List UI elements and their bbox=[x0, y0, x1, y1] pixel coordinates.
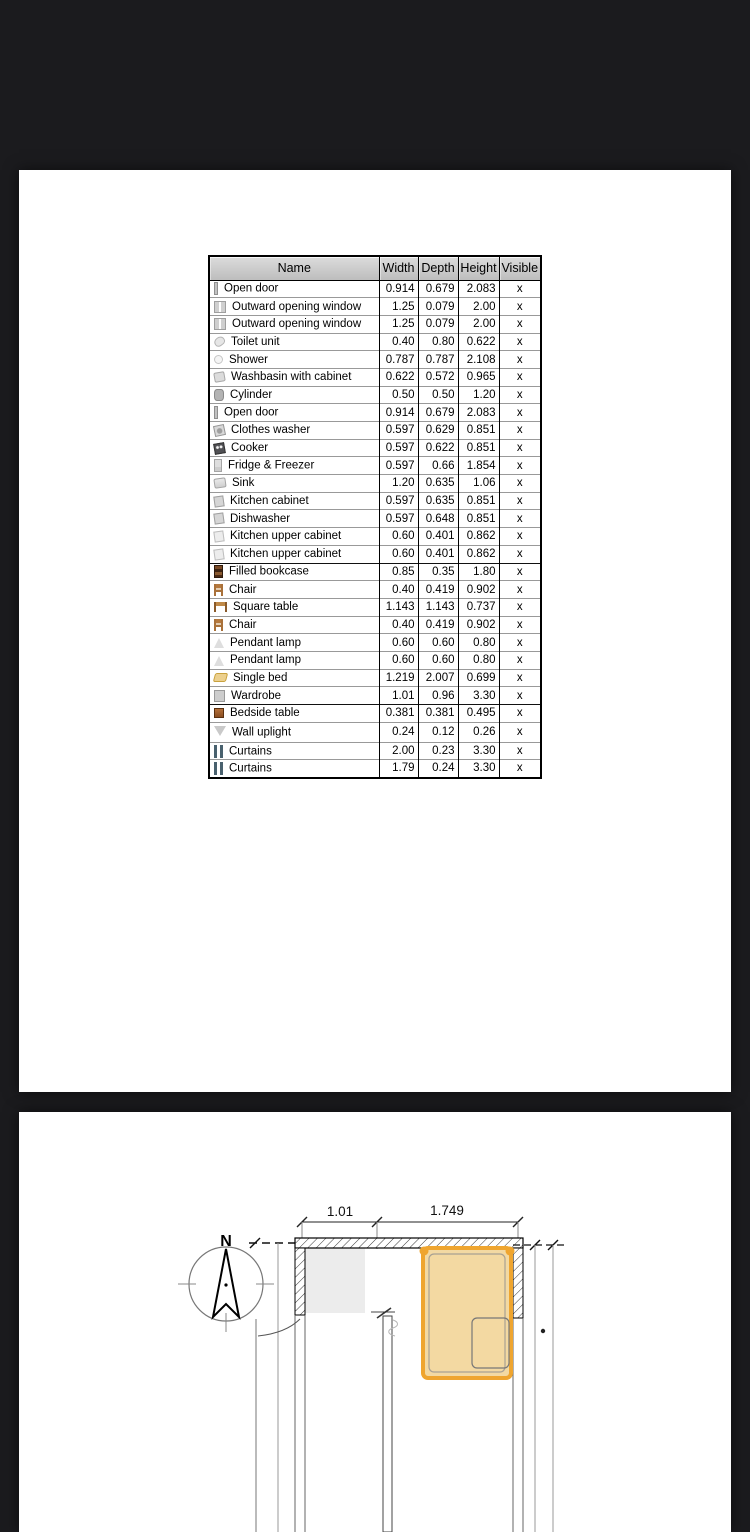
table-row bbox=[209, 351, 541, 369]
item-depth: 0.50 bbox=[418, 386, 458, 404]
table-row bbox=[209, 298, 541, 316]
item-name: Kitchen upper cabinet bbox=[230, 530, 342, 543]
item-name: Kitchen upper cabinet bbox=[230, 548, 342, 561]
item-depth: 0.419 bbox=[418, 581, 458, 599]
north-arrow bbox=[213, 1249, 239, 1317]
item-height: 1.80 bbox=[458, 563, 499, 581]
item-visible: x bbox=[499, 563, 541, 581]
item-name: Fridge & Freezer bbox=[228, 459, 315, 472]
furniture-table-body bbox=[209, 280, 541, 778]
table-row bbox=[209, 687, 541, 705]
table-row bbox=[209, 368, 541, 386]
item-name: Wall uplight bbox=[232, 726, 292, 739]
item-depth: 0.12 bbox=[418, 722, 458, 742]
item-visible: x bbox=[499, 634, 541, 652]
item-height: 0.902 bbox=[458, 581, 499, 599]
table-row bbox=[209, 616, 541, 634]
column-header-height: Height bbox=[458, 256, 499, 280]
sink-icon bbox=[213, 478, 226, 490]
item-depth: 1.143 bbox=[418, 598, 458, 616]
item-height: 2.00 bbox=[458, 298, 499, 316]
item-height: 0.26 bbox=[458, 722, 499, 742]
item-visible: x bbox=[499, 545, 541, 563]
item-depth: 0.572 bbox=[418, 368, 458, 386]
item-height: 0.622 bbox=[458, 333, 499, 351]
item-name-cell bbox=[209, 298, 379, 316]
item-visible: x bbox=[499, 492, 541, 510]
item-visible: x bbox=[499, 528, 541, 546]
table-row bbox=[209, 598, 541, 616]
item-width: 0.60 bbox=[379, 528, 418, 546]
item-name-cell bbox=[209, 563, 379, 581]
item-height: 0.965 bbox=[458, 368, 499, 386]
furniture-table bbox=[208, 255, 542, 779]
item-width: 0.24 bbox=[379, 722, 418, 742]
chair-icon bbox=[214, 584, 223, 596]
cylinder-icon bbox=[214, 389, 224, 401]
item-visible: x bbox=[499, 368, 541, 386]
item-depth: 0.401 bbox=[418, 528, 458, 546]
curtains-icon bbox=[214, 762, 223, 775]
item-visible: x bbox=[499, 651, 541, 669]
table-row bbox=[209, 386, 541, 404]
item-width: 0.60 bbox=[379, 545, 418, 563]
item-visible: x bbox=[499, 742, 541, 760]
table-row bbox=[209, 563, 541, 581]
toilet-icon bbox=[212, 335, 226, 349]
item-name-cell bbox=[209, 351, 379, 369]
fridge-icon bbox=[214, 459, 222, 472]
item-width: 0.597 bbox=[379, 510, 418, 528]
column-header-visible: Visible bbox=[499, 256, 541, 280]
item-height: 0.699 bbox=[458, 669, 499, 687]
item-name: Chair bbox=[229, 583, 257, 596]
table-row bbox=[209, 581, 541, 599]
single-bed-selected bbox=[420, 1247, 515, 1379]
item-name-cell bbox=[209, 280, 379, 298]
table-row bbox=[209, 492, 541, 510]
item-name: Cylinder bbox=[230, 388, 273, 401]
window-icon bbox=[214, 301, 226, 313]
item-depth: 0.23 bbox=[418, 742, 458, 760]
chair-icon bbox=[214, 619, 223, 631]
washbasin-icon bbox=[213, 371, 226, 383]
item-width: 0.40 bbox=[379, 581, 418, 599]
table-row bbox=[209, 528, 541, 546]
item-width: 0.60 bbox=[379, 634, 418, 652]
floor-plan bbox=[19, 1112, 731, 1532]
item-depth: 0.679 bbox=[418, 280, 458, 298]
item-height: 2.00 bbox=[458, 315, 499, 333]
item-name-cell bbox=[209, 510, 379, 528]
item-width: 1.143 bbox=[379, 598, 418, 616]
table-row bbox=[209, 722, 541, 742]
item-width: 1.25 bbox=[379, 298, 418, 316]
item-depth: 0.35 bbox=[418, 563, 458, 581]
table-icon bbox=[214, 602, 227, 612]
door-icon bbox=[214, 282, 218, 295]
table-row bbox=[209, 705, 541, 723]
item-height: 0.851 bbox=[458, 492, 499, 510]
table-row bbox=[209, 651, 541, 669]
item-depth: 0.66 bbox=[418, 457, 458, 475]
item-visible: x bbox=[499, 457, 541, 475]
wardrobe-icon bbox=[214, 690, 225, 702]
selection-handle[interactable] bbox=[420, 1247, 429, 1256]
item-width: 0.597 bbox=[379, 492, 418, 510]
item-width: 0.622 bbox=[379, 368, 418, 386]
item-name: Outward opening window bbox=[232, 300, 362, 313]
item-height: 3.30 bbox=[458, 742, 499, 760]
table-row bbox=[209, 404, 541, 422]
item-height: 0.862 bbox=[458, 545, 499, 563]
bed-icon bbox=[213, 673, 228, 682]
item-depth: 0.419 bbox=[418, 616, 458, 634]
selection-handle[interactable] bbox=[506, 1247, 515, 1256]
item-name: Outward opening window bbox=[232, 318, 362, 331]
item-width: 0.914 bbox=[379, 280, 418, 298]
item-width: 0.60 bbox=[379, 651, 418, 669]
item-width: 0.40 bbox=[379, 616, 418, 634]
item-name-cell bbox=[209, 368, 379, 386]
item-height: 0.80 bbox=[458, 651, 499, 669]
item-name-cell bbox=[209, 404, 379, 422]
item-depth: 0.60 bbox=[418, 634, 458, 652]
item-visible: x bbox=[499, 616, 541, 634]
interior-door bbox=[371, 1308, 398, 1532]
item-depth: 0.80 bbox=[418, 333, 458, 351]
item-height: 1.854 bbox=[458, 457, 499, 475]
item-width: 0.85 bbox=[379, 563, 418, 581]
item-visible: x bbox=[499, 705, 541, 723]
item-depth: 0.679 bbox=[418, 404, 458, 422]
item-name-cell bbox=[209, 581, 379, 599]
item-width: 2.00 bbox=[379, 742, 418, 760]
item-depth: 2.007 bbox=[418, 669, 458, 687]
item-visible: x bbox=[499, 598, 541, 616]
item-name: Shower bbox=[229, 353, 268, 366]
compass-north-label: N bbox=[220, 1233, 232, 1250]
item-width: 1.219 bbox=[379, 669, 418, 687]
dimension-label-right: 1.749 bbox=[430, 1203, 464, 1218]
item-width: 0.381 bbox=[379, 705, 418, 723]
item-name: Chair bbox=[229, 618, 257, 631]
item-visible: x bbox=[499, 581, 541, 599]
item-visible: x bbox=[499, 333, 541, 351]
item-name: Wardrobe bbox=[231, 689, 282, 702]
item-name-cell bbox=[209, 492, 379, 510]
curtains-icon bbox=[214, 745, 223, 758]
item-name-cell bbox=[209, 616, 379, 634]
item-height: 0.851 bbox=[458, 422, 499, 440]
table-row bbox=[209, 510, 541, 528]
table-row bbox=[209, 760, 541, 778]
item-height: 0.80 bbox=[458, 634, 499, 652]
door-icon bbox=[214, 406, 218, 419]
item-height: 1.06 bbox=[458, 475, 499, 493]
item-name: Dishwasher bbox=[230, 512, 291, 525]
item-name-cell bbox=[209, 439, 379, 457]
item-depth: 0.60 bbox=[418, 651, 458, 669]
item-name-cell bbox=[209, 422, 379, 440]
table-row bbox=[209, 742, 541, 760]
column-header-name: Name bbox=[209, 256, 379, 280]
item-name-cell bbox=[209, 457, 379, 475]
item-name: Single bed bbox=[233, 671, 288, 684]
compass bbox=[178, 1233, 274, 1332]
item-depth: 0.96 bbox=[418, 687, 458, 705]
item-depth: 0.635 bbox=[418, 492, 458, 510]
uplight-icon bbox=[214, 726, 226, 742]
item-height: 1.20 bbox=[458, 386, 499, 404]
item-name: Sink bbox=[232, 477, 255, 490]
item-width: 0.597 bbox=[379, 422, 418, 440]
item-name: Kitchen cabinet bbox=[230, 495, 309, 508]
item-visible: x bbox=[499, 351, 541, 369]
item-name-cell bbox=[209, 545, 379, 563]
dimension-label-left: 1.01 bbox=[326, 1204, 354, 1219]
item-height: 0.862 bbox=[458, 528, 499, 546]
item-depth: 0.381 bbox=[418, 705, 458, 723]
window-icon bbox=[214, 318, 226, 330]
item-name-cell bbox=[209, 333, 379, 351]
item-visible: x bbox=[499, 298, 541, 316]
item-name-cell bbox=[209, 386, 379, 404]
item-name: Open door bbox=[224, 406, 279, 419]
pdf-page-1[interactable] bbox=[19, 170, 731, 1092]
table-row bbox=[209, 634, 541, 652]
room-area bbox=[305, 1248, 365, 1313]
table-header-row bbox=[209, 256, 541, 280]
item-name: Curtains bbox=[229, 762, 272, 775]
item-depth: 0.24 bbox=[418, 760, 458, 778]
item-name: Open door bbox=[224, 282, 279, 295]
table-row bbox=[209, 669, 541, 687]
item-depth: 0.401 bbox=[418, 545, 458, 563]
item-width: 0.787 bbox=[379, 351, 418, 369]
item-width: 1.20 bbox=[379, 475, 418, 493]
upper-cabinet-icon bbox=[213, 530, 224, 542]
washer-icon bbox=[213, 424, 226, 437]
item-visible: x bbox=[499, 510, 541, 528]
item-visible: x bbox=[499, 687, 541, 705]
item-visible: x bbox=[499, 386, 541, 404]
item-name-cell bbox=[209, 651, 379, 669]
column-header-width: Width bbox=[379, 256, 418, 280]
item-height: 0.851 bbox=[458, 439, 499, 457]
pendant-icon bbox=[214, 651, 224, 665]
pendant-icon bbox=[214, 634, 224, 648]
item-depth: 0.079 bbox=[418, 298, 458, 316]
item-height: 2.083 bbox=[458, 404, 499, 422]
table-row bbox=[209, 457, 541, 475]
dishwasher-icon bbox=[213, 513, 224, 525]
item-depth: 0.648 bbox=[418, 510, 458, 528]
item-name-cell bbox=[209, 634, 379, 652]
item-depth: 0.079 bbox=[418, 315, 458, 333]
bookcase-icon bbox=[214, 565, 223, 578]
table-row bbox=[209, 333, 541, 351]
item-width: 1.01 bbox=[379, 687, 418, 705]
item-name-cell bbox=[209, 687, 379, 705]
item-name-cell bbox=[209, 742, 379, 760]
item-visible: x bbox=[499, 422, 541, 440]
cooker-icon bbox=[213, 442, 226, 455]
shower-icon bbox=[214, 355, 223, 364]
item-height: 0.902 bbox=[458, 616, 499, 634]
item-depth: 0.629 bbox=[418, 422, 458, 440]
item-name: Filled bookcase bbox=[229, 565, 309, 578]
item-height: 3.30 bbox=[458, 687, 499, 705]
item-height: 0.495 bbox=[458, 705, 499, 723]
item-height: 3.30 bbox=[458, 760, 499, 778]
item-visible: x bbox=[499, 315, 541, 333]
item-height: 2.083 bbox=[458, 280, 499, 298]
item-name-cell bbox=[209, 598, 379, 616]
item-name-cell bbox=[209, 760, 379, 778]
item-visible: x bbox=[499, 280, 541, 298]
item-visible: x bbox=[499, 722, 541, 742]
item-depth: 0.622 bbox=[418, 439, 458, 457]
item-name: Cooker bbox=[231, 442, 269, 455]
item-visible: x bbox=[499, 669, 541, 687]
table-row bbox=[209, 439, 541, 457]
item-height: 0.737 bbox=[458, 598, 499, 616]
item-height: 2.108 bbox=[458, 351, 499, 369]
table-row bbox=[209, 475, 541, 493]
item-name: Bedside table bbox=[230, 707, 300, 720]
item-name-cell bbox=[209, 315, 379, 333]
item-depth: 0.787 bbox=[418, 351, 458, 369]
table-row bbox=[209, 315, 541, 333]
table-row bbox=[209, 422, 541, 440]
cabinet-icon bbox=[213, 495, 224, 507]
item-height: 0.851 bbox=[458, 510, 499, 528]
item-name-cell bbox=[209, 669, 379, 687]
item-name: Toilet unit bbox=[231, 335, 280, 348]
item-name: Curtains bbox=[229, 745, 272, 758]
item-name-cell bbox=[209, 475, 379, 493]
table-row bbox=[209, 280, 541, 298]
item-width: 0.597 bbox=[379, 457, 418, 475]
item-name: Pendant lamp bbox=[230, 636, 301, 649]
upper-cabinet-icon bbox=[213, 548, 224, 560]
item-name: Pendant lamp bbox=[230, 654, 301, 667]
item-visible: x bbox=[499, 760, 541, 778]
pdf-page-2[interactable] bbox=[19, 1112, 731, 1532]
item-visible: x bbox=[499, 404, 541, 422]
item-depth: 0.635 bbox=[418, 475, 458, 493]
item-width: 1.79 bbox=[379, 760, 418, 778]
item-width: 0.50 bbox=[379, 386, 418, 404]
item-width: 0.914 bbox=[379, 404, 418, 422]
item-name-cell bbox=[209, 705, 379, 723]
item-name-cell bbox=[209, 722, 379, 742]
table-row bbox=[209, 545, 541, 563]
item-name-cell bbox=[209, 528, 379, 546]
item-width: 0.597 bbox=[379, 439, 418, 457]
column-header-depth: Depth bbox=[418, 256, 458, 280]
item-width: 1.25 bbox=[379, 315, 418, 333]
item-name: Washbasin with cabinet bbox=[231, 371, 352, 384]
item-width: 0.40 bbox=[379, 333, 418, 351]
item-visible: x bbox=[499, 475, 541, 493]
item-name: Clothes washer bbox=[231, 424, 311, 437]
bedside-icon bbox=[214, 708, 224, 718]
item-name: Square table bbox=[233, 601, 299, 614]
item-visible: x bbox=[499, 439, 541, 457]
